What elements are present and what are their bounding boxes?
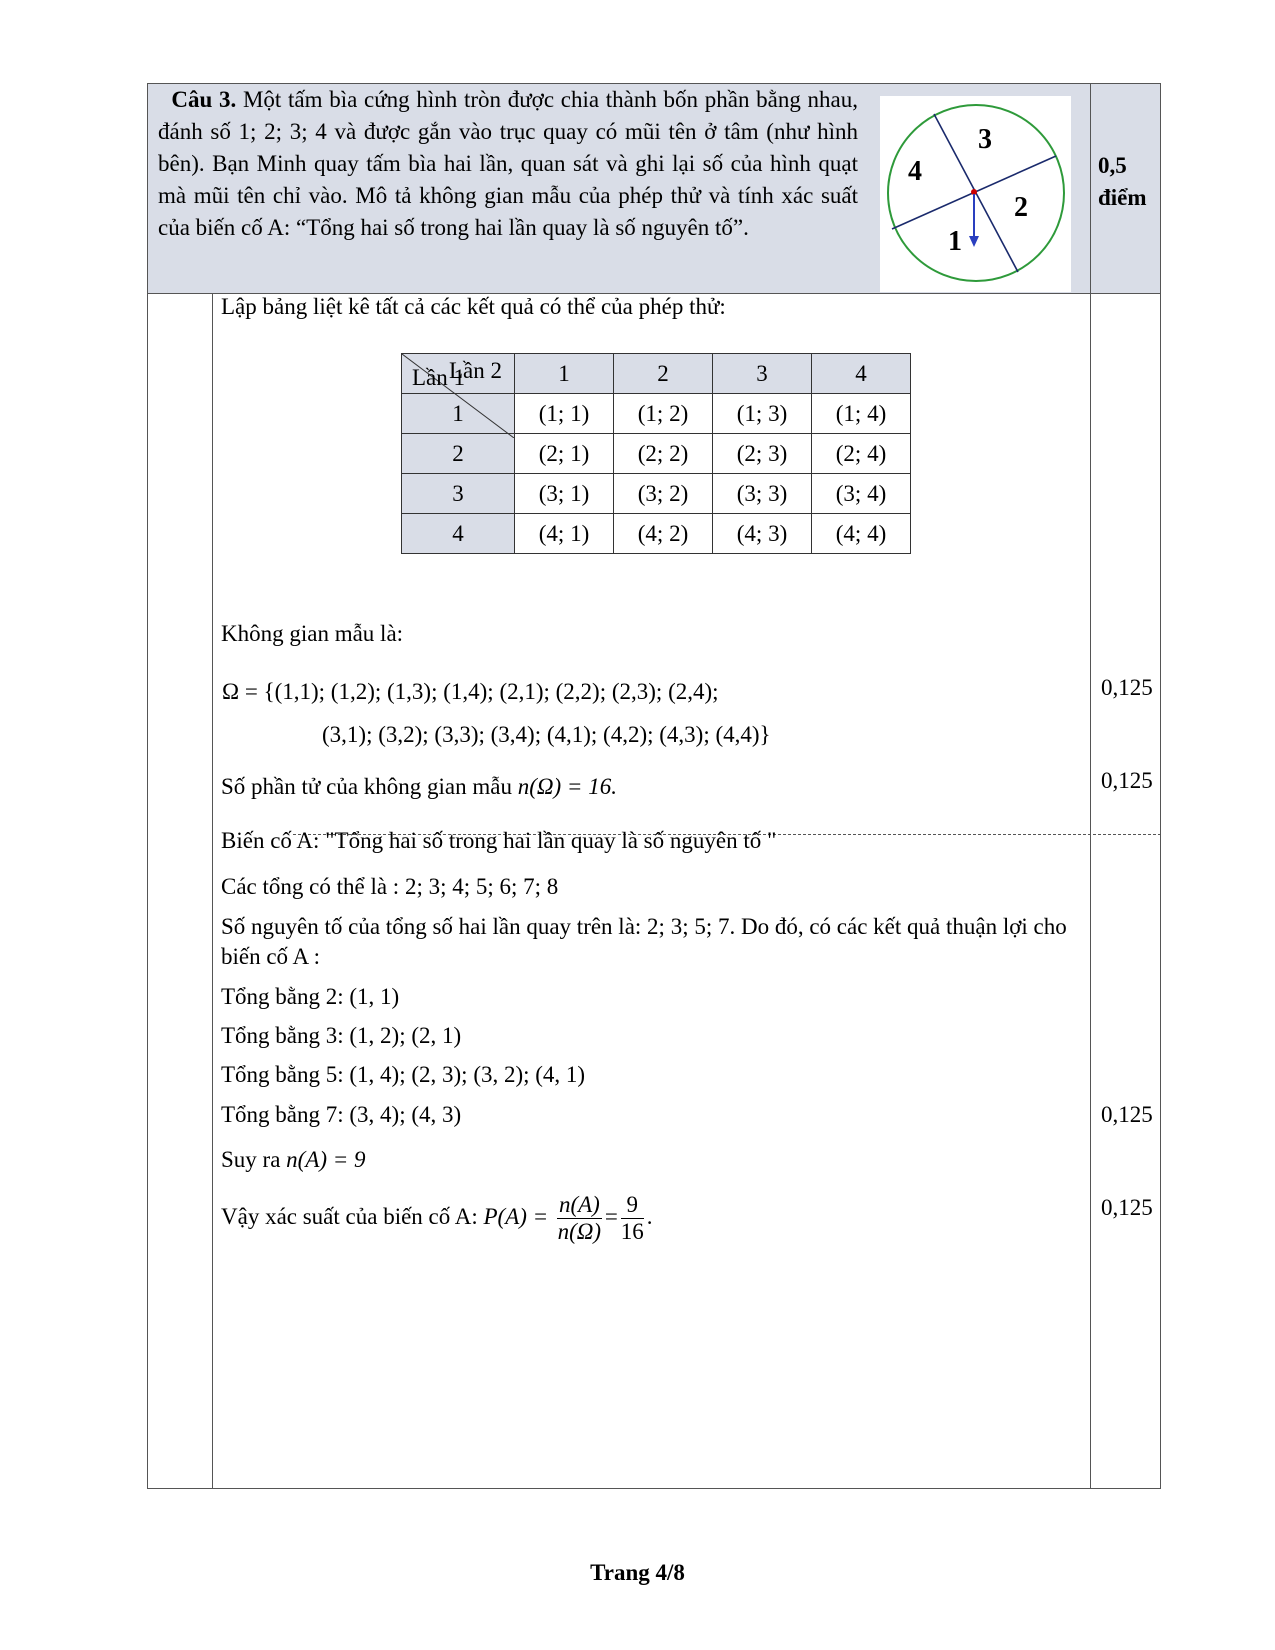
event-line [221,826,776,856]
points-1: 0,125 [1101,675,1153,700]
infer-formula: n(A) = 9 [286,1147,366,1172]
table-cell: (4; 3) [713,514,812,554]
sum-3-line: Tổng bằng 3: (1, 2); (2, 1) [221,1023,462,1048]
prob-fraction-1 [557,1192,602,1245]
prob-text: Vậy xác suất của biến cố A: [221,1203,478,1229]
points-3: 0,125 [1101,1102,1153,1127]
infer-text: Suy ra [221,1147,281,1172]
score-value: 0,5 [1098,153,1127,178]
sum-5-line: Tổng bằng 5: (1, 4); (2, 3); (3, 2); (4, 1) [221,1062,586,1087]
arrow-head-icon [969,236,979,247]
row-header: 4 [402,514,515,554]
points-2: 0,125 [1101,768,1153,793]
table-cell: (1; 4) [812,394,911,434]
count-line [221,772,617,802]
table-row [402,434,911,474]
table-corner-cell [402,354,515,394]
count-formula: n(Ω) = 16. [517,774,617,799]
question-label: Câu 3. [171,87,237,112]
count-text: Số phần tử của không gian mẫu [221,774,512,799]
table-cell: (3; 4) [812,474,911,514]
column-header: 3 [713,354,812,394]
score-unit: điểm [1098,185,1147,210]
table-cell: (1; 2) [614,394,713,434]
question-score [1098,150,1147,214]
table-cell: (2; 3) [713,434,812,474]
score-column-rule [1090,84,1091,1489]
prob-lhs: P(A) = [483,1203,549,1229]
sector-label-1: 1 [948,226,962,257]
prob-frac1-num: n(A) [558,1192,600,1217]
spinner-figure [880,96,1071,292]
left-column-rule [212,293,213,1489]
sums-line: Các tổng có thể là : 2; 3; 4; 5; 6; 7; 8 [221,874,559,899]
sample-space-label: Không gian mẫu là: [221,621,404,646]
omega-line-2: (3,1); (3,2); (3,3); (3,4); (4,1); (4,2); (4,3); (4,4)} [322,722,771,747]
page-footer: Trang 4/8 [590,1560,685,1585]
corner-bottom-label: Lần 1 [412,365,466,390]
prob-frac2-den: 16 [620,1219,644,1244]
table-cell: (3; 3) [713,474,812,514]
table-cell: (1; 1) [515,394,614,434]
table-cell: (3; 1) [515,474,614,514]
column-header: 2 [614,354,713,394]
row-header: 1 [402,394,515,434]
solution-intro: Lập bảng liệt kê tất cả các kết quả có thể của phép thử: [221,294,726,319]
sum-7-line: Tổng bằng 7: (3, 4); (4, 3) [221,1102,462,1127]
question-body: Một tấm bìa cứng hình tròn được chia thành bốn phần bằng nhau, đánh số 1; 2; 3; 4 và được gắn vào trục quay có mũi tên ở tâm (như hình bên). Bạn Minh quay tấm bìa hai lần, quan sát và ghi lại số của hình quạt mà mũi tên chỉ vào. Mô tả không gian mẫu của phép thử và tính xác suất của biến cố A: “Tổng hai số trong hai lần quay là số nguyên tố”. [158,87,859,240]
table-cell: (2; 2) [614,434,713,474]
sector-label-2: 2 [1014,192,1028,223]
event-text: A: "Tổng hai số trong hai lần quay là số nguyên tố " [296,828,777,853]
table-cell: (2; 1) [515,434,614,474]
table-cell: (1; 3) [713,394,812,434]
points-4: 0,125 [1101,1195,1153,1220]
infer-line [221,1145,366,1175]
prob-frac1-den: n(Ω) [557,1219,602,1244]
column-header: 1 [515,354,614,394]
table-row [402,514,911,554]
table-cell: (3; 2) [614,474,713,514]
table-cell: (4; 2) [614,514,713,554]
row-header: 3 [402,474,515,514]
table-cell: (4; 1) [515,514,614,554]
sector-label-3: 3 [978,124,992,155]
table-row [402,474,911,514]
sum-2-line: Tổng bằng 2: (1, 1) [221,984,400,1009]
sector-label-4: 4 [908,156,922,187]
table-cell: (4; 4) [812,514,911,554]
omega-line-1: Ω = {(1,1); (1,2); (1,3); (1,4); (2,1); (2,2); (2,3); (2,4); [222,679,719,704]
row-header: 2 [402,434,515,474]
primes-line: Số nguyên tố của tổng số hai lần quay trên là: 2; 3; 5; 7. Do đó, có các kết quả thuận lợi cho biến cố A : [221,914,1067,969]
question-text [158,84,858,244]
column-header: 4 [812,354,911,394]
event-prefix: Biến cố [221,828,292,853]
table-header-row [402,354,911,394]
probability-line: Vậy xác suất của biến cố A: P(A) = $\frac{n(A)}{n(\Omega)}$ = $\frac{9}{16}$ . [221,1192,653,1244]
outcome-table [401,353,911,554]
prob-frac2-num: 9 [621,1192,644,1219]
prob-fraction-2 [621,1192,644,1245]
table-cell: (2; 4) [812,434,911,474]
corner-top-label: Lần 2 [448,358,502,383]
